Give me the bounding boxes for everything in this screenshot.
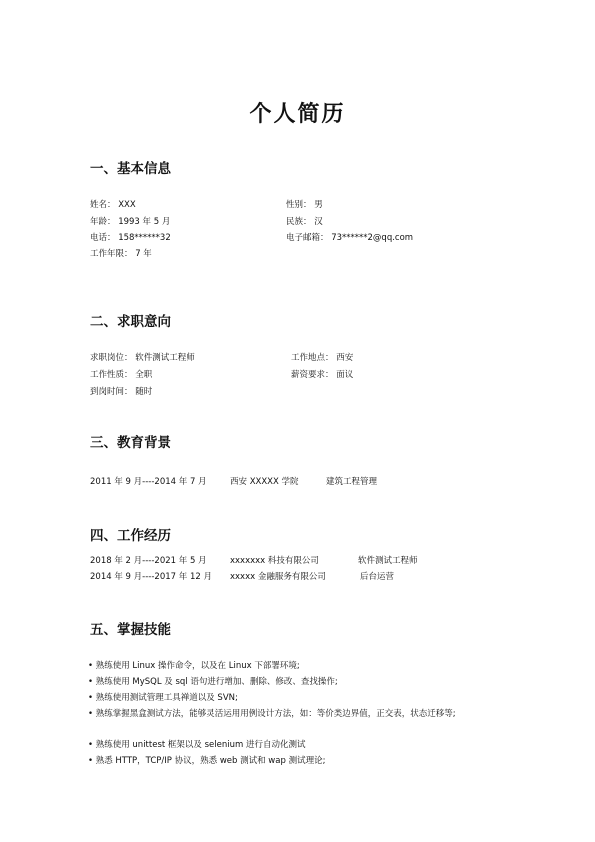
name-field: 姓名： XXX bbox=[90, 200, 136, 210]
job-company: xxxxxxx 科技有限公司 bbox=[230, 556, 319, 566]
job-type-field: 工作性质： 全职 bbox=[90, 370, 153, 380]
ethnicity-field: 民族： 汉 bbox=[286, 217, 323, 227]
phone-field: 电话： 158******32 bbox=[90, 233, 171, 243]
skill-item: • 熟悉 HTTP，TCP/IP 协议，熟悉 web 测试和 wap 测试理论; bbox=[88, 756, 326, 766]
page-title: 个人简历 bbox=[249, 102, 346, 127]
section-heading-education: 三、教育背景 bbox=[90, 435, 171, 451]
arrival-field: 到岗时间： 随时 bbox=[90, 387, 153, 397]
skill-item: • 熟练掌握黑盒测试方法，能够灵活运用用例设计方法，如：等价类边界值，正交表，状态迁移等; bbox=[88, 709, 456, 719]
job-period: 2014 年 9 月----2017 年 12 月 bbox=[90, 572, 212, 582]
section-heading-work-experience: 四、工作经历 bbox=[90, 528, 171, 544]
section-heading-basic-info: 一、基本信息 bbox=[90, 161, 171, 177]
salary-field: 薪资要求： 面议 bbox=[291, 370, 354, 380]
job-role: 后台运营 bbox=[360, 572, 395, 582]
education-school: 西安 XXXXX 学院 bbox=[230, 477, 299, 487]
education-period: 2011 年 9 月----2014 年 7 月 bbox=[90, 477, 207, 487]
section-heading-job-intent: 二、求职意向 bbox=[90, 314, 171, 330]
email-field: 电子邮箱： 73******2@qq.com bbox=[286, 233, 414, 243]
section-heading-skills: 五、掌握技能 bbox=[90, 622, 171, 638]
job-role: 软件测试工程师 bbox=[358, 556, 418, 566]
location-field: 工作地点： 西安 bbox=[291, 353, 354, 363]
education-major: 建筑工程管理 bbox=[326, 477, 378, 487]
work-years-field: 工作年限： 7 年 bbox=[90, 249, 152, 259]
job-company: xxxxx 金融服务有限公司 bbox=[230, 572, 326, 582]
skill-item: • 熟练使用 Linux 操作命令，以及在 Linux 下部署环境; bbox=[88, 661, 300, 671]
gender-field: 性别： 男 bbox=[286, 200, 323, 210]
skill-item: • 熟练使用测试管理工具禅道以及 SVN; bbox=[88, 693, 238, 703]
position-field: 求职岗位： 软件测试工程师 bbox=[90, 353, 195, 363]
skill-item: • 熟练使用 unittest 框架以及 selenium 进行自动化测试 bbox=[88, 740, 306, 750]
age-field: 年龄： 1993 年 5 月 bbox=[90, 217, 171, 227]
job-period: 2018 年 2 月----2021 年 5 月 bbox=[90, 556, 207, 566]
skill-item: • 熟练使用 MySQL 及 sql 语句进行增加、删除、修改、查找操作; bbox=[88, 677, 338, 687]
